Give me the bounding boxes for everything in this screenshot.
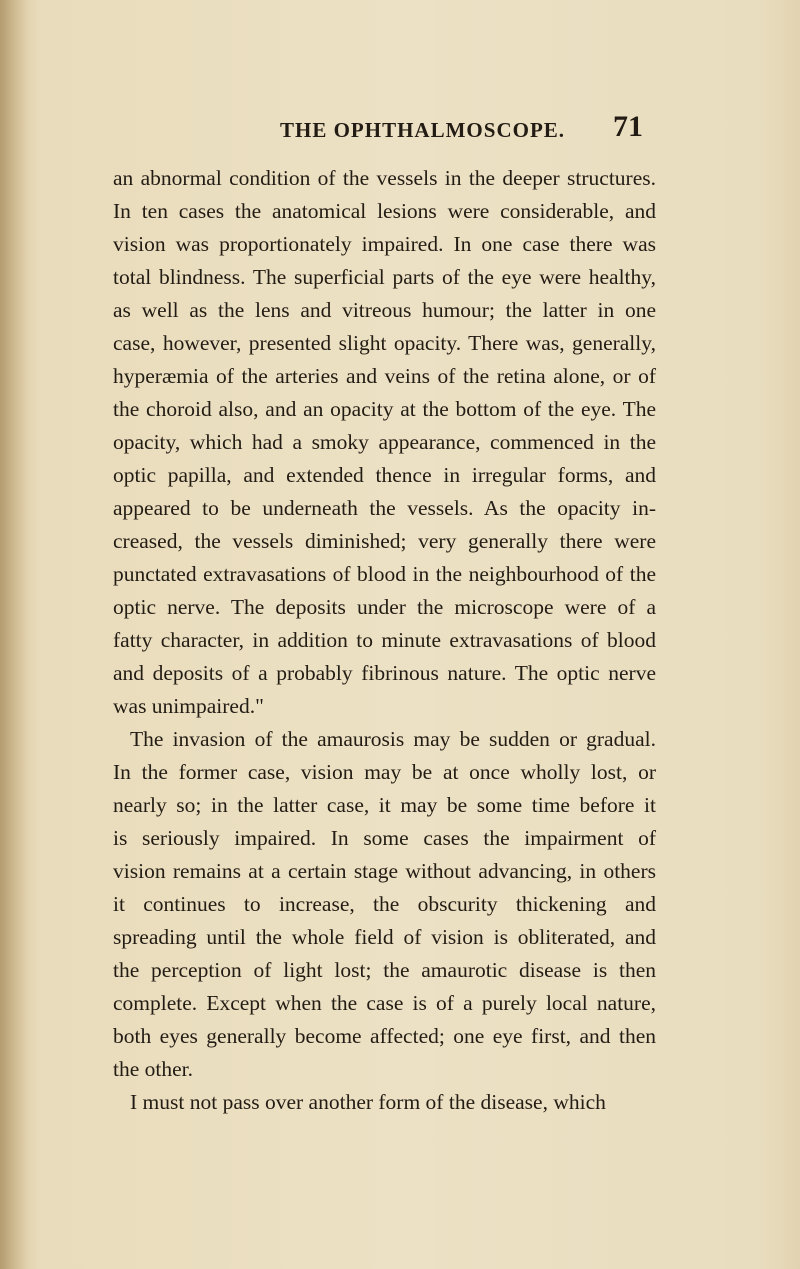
text-line: opacity, which had a smoky appearance, commenced in the: [113, 430, 656, 454]
text-line: is seriously impaired. In some cases the impairment of: [113, 826, 656, 850]
text-line: In the former case, vision may be at once wholly lost, or: [113, 760, 656, 784]
text-line: was unimpaired.": [113, 694, 264, 718]
text-line: vision was proportionately impaired. In one case there was: [113, 232, 656, 256]
text-line: creased, the vessels diminished; very generally there were: [113, 529, 656, 553]
text-line: optic nerve. The deposits under the microscope were of a: [113, 595, 656, 619]
text-line: the other.: [113, 1057, 194, 1081]
running-title: THE OPHTHALMOSCOPE.: [280, 118, 566, 142]
text-line: an abnormal condition of the vessels in the deeper structures.: [113, 166, 656, 190]
text-line: punctated extravasations of blood in the neighbourhood of the: [113, 562, 656, 586]
text-line: case, however, presented slight opacity. There was, generally,: [113, 331, 656, 355]
text-line: as well as the lens and vitreous humour; the latter in one: [113, 298, 656, 322]
text-line: vision remains at a certain stage without advancing, in others: [113, 859, 656, 883]
text-line: complete. Except when the case is of a purely local nature,: [113, 991, 656, 1015]
text-line: hyperæmia of the arteries and veins of the retina alone, or of: [113, 364, 656, 388]
body-text: [113, 162, 656, 1119]
text-line: spreading until the whole field of vision is obliterated, and: [113, 925, 656, 949]
text-line: optic papilla, and extended thence in irregular forms, and: [113, 463, 656, 487]
text-line: it continues to increase, the obscurity thickening and: [113, 892, 656, 916]
text-line: fatty character, in addition to minute extravasations of blood: [113, 628, 656, 652]
text-line: In ten cases the anatomical lesions were considerable, and: [113, 199, 656, 223]
gutter-shadow: [0, 0, 28, 1269]
text-line: appeared to be underneath the vessels. As the opacity in-: [113, 496, 656, 520]
page-number: 71: [613, 110, 643, 143]
text-line: and deposits of a probably fibrinous nature. The optic nerve: [113, 661, 656, 685]
text-line: both eyes generally become affected; one eye first, and then: [113, 1024, 656, 1048]
text-line: the perception of light lost; the amaurotic disease is then: [113, 958, 656, 982]
text-line: the choroid also, and an opacity at the bottom of the eye. The: [113, 397, 656, 421]
text-line: nearly so; in the latter case, it may be some time before it: [113, 793, 656, 817]
paragraph-start-line: I must not pass over another form of the disease, which: [130, 1090, 606, 1114]
paragraph-start-line: The invasion of the amaurosis may be sudden or gradual.: [130, 727, 656, 751]
text-line: total blindness. The superficial parts of the eye were healthy,: [113, 265, 656, 289]
